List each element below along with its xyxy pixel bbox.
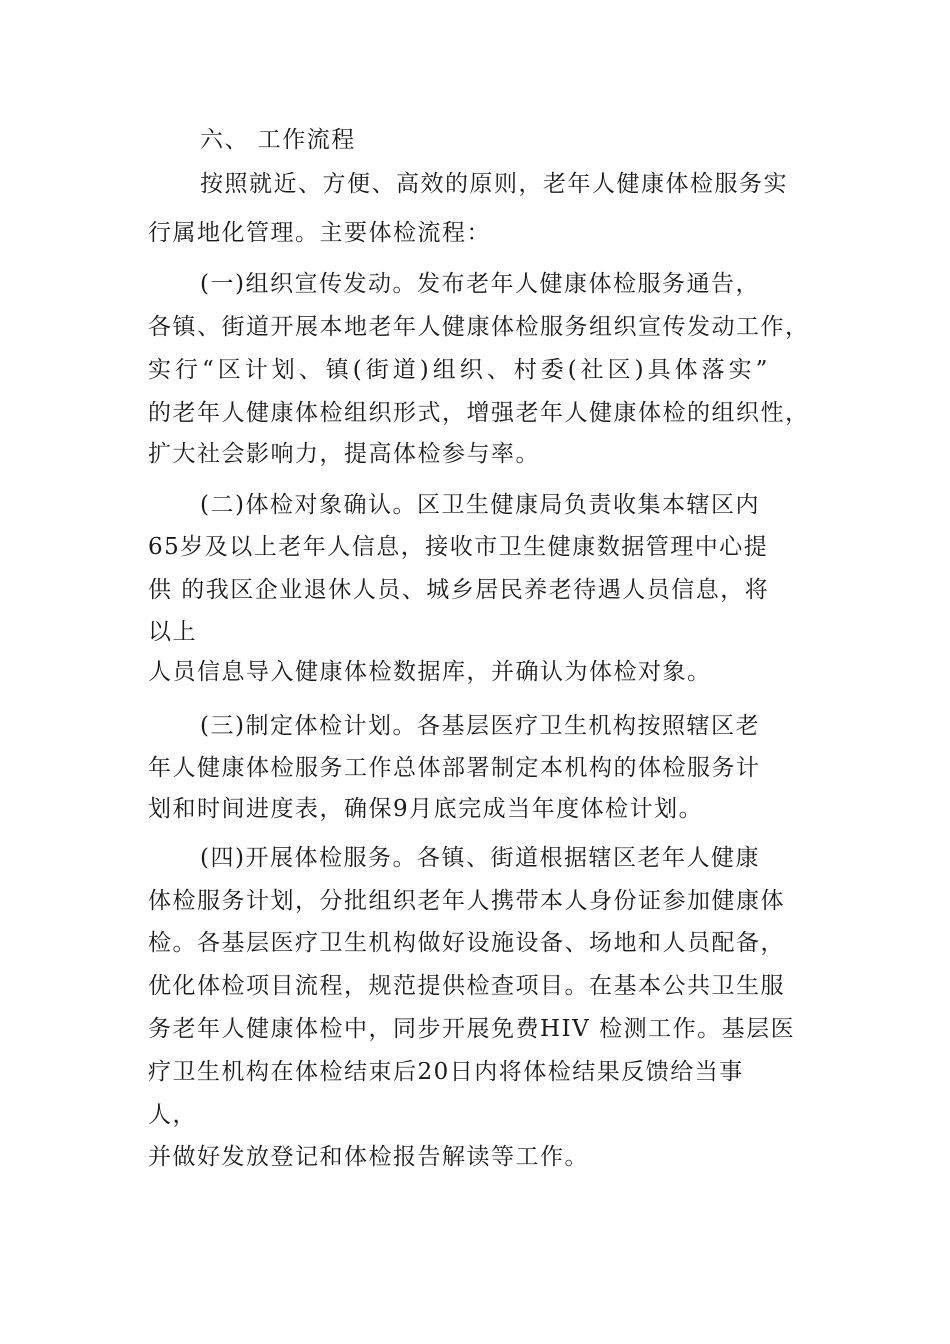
item1-line: 扩大社会影响力，提高体检参与率。 <box>148 441 540 467</box>
item2-line: (二)体检对象确认。区卫生健康局负责收集本辖区内 <box>200 492 760 518</box>
item4-line: 优化体检项目流程，规范提供检查项目。在基本公共卫生服 <box>148 973 785 999</box>
item4-line: 疗卫生机构在体检结束后20日内将体检结果反馈给当事 <box>148 1059 744 1085</box>
item4-line: 体检服务计划，分批组织老年人携带本人身份证参加健康体 <box>148 888 785 914</box>
item1-line: 实行“区计划、镇(街道)组织、村委(社区)具体落实” <box>148 357 772 383</box>
item2-line: 以上 <box>148 619 197 645</box>
intro-line: 行属地化管理。主要体检流程： <box>148 220 491 246</box>
item1-line: 各镇、街道开展本地老年人健康体检服务组织宣传发动工作， <box>148 314 810 340</box>
section-heading: 六、 工作流程 <box>200 127 356 153</box>
item2-line: 人员信息导入健康体检数据库，并确认为体检对象。 <box>148 659 712 685</box>
item3-line: 年人健康体检服务工作总体部署制定本机构的体检服务计 <box>148 755 761 781</box>
item4-line: 人， <box>148 1102 197 1128</box>
item2-line: 65岁及以上老年人信息，接收市卫生健康数据管理中心提 <box>148 534 769 560</box>
item4-line: 务老年人健康体检中，同步开展免费HIV 检测工作。基层医 <box>148 1016 796 1042</box>
item1-line: (一)组织宣传发动。发布老年人健康体检服务通告， <box>200 271 760 297</box>
item4-line: (四)开展体检服务。各镇、街道根据辖区老年人健康 <box>200 845 760 871</box>
item4-line: 并做好发放登记和体检报告解读等工作。 <box>148 1144 589 1170</box>
item3-line: (三)制定体检计划。各基层医疗卫生机构按照辖区老 <box>200 713 760 739</box>
item3-line: 划和时间进度表，确保9月底完成当年度体检计划。 <box>148 796 704 822</box>
item1-line: 的老年人健康体检组织形式，增强老年人健康体检的组织性， <box>148 400 810 426</box>
item4-line: 检。各基层医疗卫生机构做好设施设备、场地和人员配备， <box>148 930 785 956</box>
item2-line: 供 的我区企业退休人员、城乡居民养老待遇人员信息，将 <box>148 577 770 603</box>
intro-line: 按照就近、方便、高效的原则，老年人健康体检服务实 <box>200 171 788 197</box>
